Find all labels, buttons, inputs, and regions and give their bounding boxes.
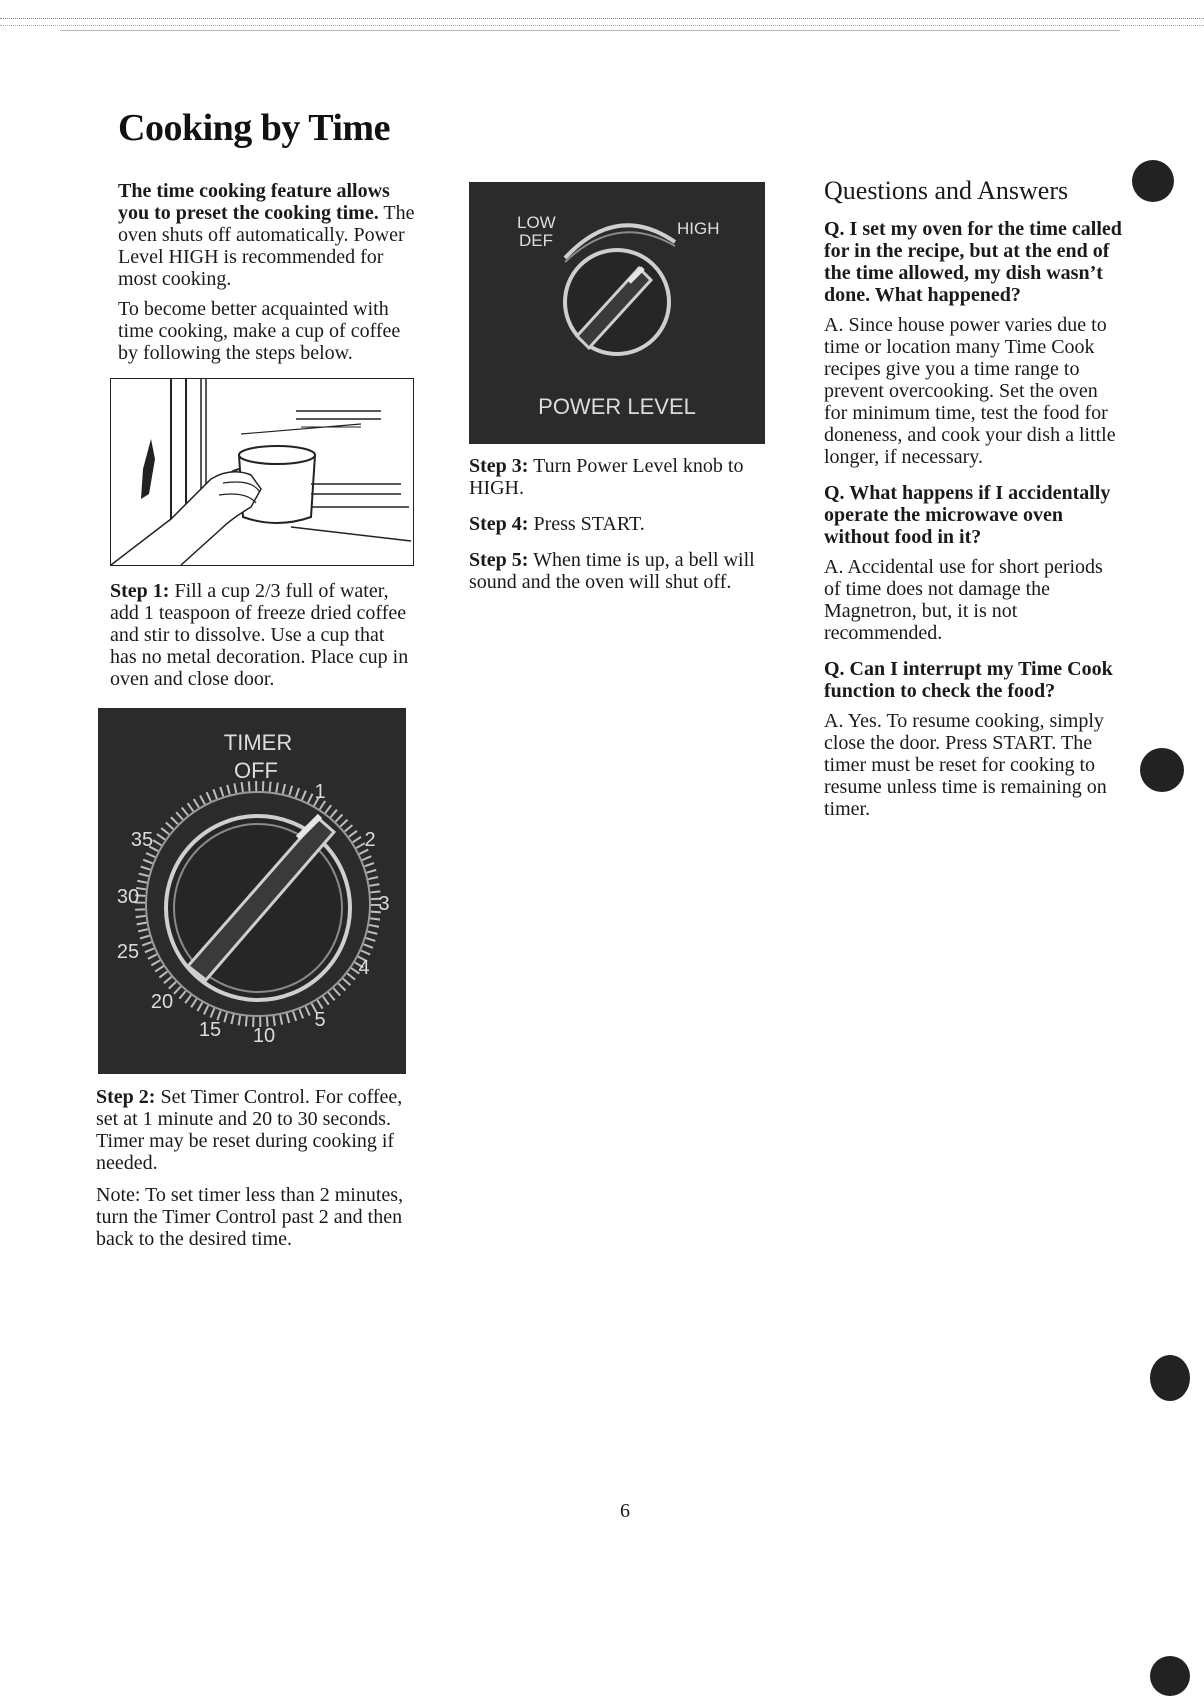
timer-title: TIMER — [223, 730, 293, 755]
answer-2 — [824, 556, 1124, 644]
step1-text: Fill a cup 2/3 full of water, add 1 teaspoon of freeze dried coffee and stir to dissolve. Use a cup that has no metal decoration. Place cup in oven and close door. — [110, 580, 409, 690]
intro-paragraph — [118, 180, 418, 290]
timer-note: Note: To set timer less than 2 minutes, turn the Timer Control past 2 and then back to the desired time. — [96, 1184, 404, 1250]
binder-hole-top — [1132, 160, 1174, 202]
answer-1 — [824, 314, 1124, 468]
timer-mark-15: 15 — [198, 1019, 222, 1041]
timer-control-panel — [98, 708, 406, 1074]
timer-mark-2: 2 — [364, 829, 376, 851]
page-number: 6 — [620, 1500, 630, 1522]
step3-label: Step 3: — [469, 455, 529, 477]
answer-3-label: A. — [824, 710, 844, 732]
timer-mark-30: 30 — [116, 886, 140, 908]
answer-2-text: Accidental use for short periods of time does not damage the Magnetron, but, it is not recommended. — [824, 556, 1103, 644]
qa-section — [824, 176, 1124, 834]
step2-block — [96, 1086, 408, 1258]
answer-3 — [824, 710, 1124, 820]
timer-mark-35: 35 — [130, 829, 154, 851]
intro-rest: The oven shuts off automatically. Power Level HIGH is recommended for most cooking. — [118, 202, 415, 290]
scan-top-rule — [60, 30, 1120, 31]
timer-mark-3: 3 — [378, 893, 390, 915]
step5-text: When time is up, a bell will sound and the oven will shut off. — [469, 549, 755, 593]
timer-mark-5: 5 — [314, 1009, 326, 1031]
answer-3-text: Yes. To resume cooking, simply close the door. Press START. The timer must be reset for cooking to resume unless time is remaining on timer. — [824, 710, 1107, 820]
step5-label: Step 5: — [469, 549, 529, 571]
cup-in-oven-illustration — [110, 378, 414, 566]
answer-2-label: A. — [824, 556, 844, 578]
scan-top-border — [0, 18, 1204, 26]
step2-text: Set Timer Control. For coffee, set at 1 minute and 20 to 30 seconds. Timer may be reset during cooking if needed. — [96, 1086, 403, 1174]
question-1: Q. I set my oven for the time called for in the recipe, but at the end of the time allowed, my dish wasn’t done. What happened? — [824, 218, 1122, 306]
power-def-label: DEF — [519, 231, 553, 250]
power-level-label: POWER LEVEL — [538, 394, 696, 419]
step1-block — [110, 580, 410, 698]
binder-hole-middle — [1140, 748, 1184, 792]
qa-heading: Questions and Answers — [824, 176, 1069, 205]
step4-label: Step 4: — [469, 513, 529, 535]
steps-3-5-block — [469, 455, 769, 601]
timer-mark-25: 25 — [116, 941, 140, 963]
binder-hole-bottom — [1150, 1656, 1190, 1696]
timer-mark-20: 20 — [150, 991, 174, 1013]
timer-mark-4: 4 — [358, 957, 370, 979]
timer-off-label: OFF — [234, 758, 278, 783]
question-2: Q. What happens if I accidentally operate the microwave oven without food in it? — [824, 482, 1111, 548]
step1-label: Step 1: — [110, 580, 170, 602]
power-level-panel — [469, 182, 765, 444]
binder-hole-lower — [1150, 1355, 1190, 1401]
intro2-paragraph: To become better acquainted with time cooking, make a cup of coffee by following the steps below. — [118, 298, 401, 364]
power-high-label: HIGH — [677, 219, 720, 238]
step2-label: Step 2: — [96, 1086, 156, 1108]
step4-text: Press START. — [533, 513, 645, 535]
answer-1-text: Since house power varies due to time or location many Time Cook recipes give you a time range to prevent overcooking. Set the oven for minimum time, test the food for doneness, and cook your dish a little longer, if necessary. — [824, 314, 1116, 468]
timer-mark-1: 1 — [314, 781, 326, 803]
question-3: Q. Can I interrupt my Time Cook function to check the food? — [824, 658, 1113, 702]
answer-1-label: A. — [824, 314, 844, 336]
page-title: Cooking by Time — [118, 107, 390, 149]
timer-mark-10: 10 — [252, 1025, 276, 1047]
intro-bold: The time cooking feature allows you to preset the cooking time. — [118, 180, 390, 224]
power-low-label: LOW — [517, 213, 556, 232]
step3-text: Turn Power Level knob to HIGH. — [469, 455, 744, 499]
intro-block — [118, 180, 418, 372]
